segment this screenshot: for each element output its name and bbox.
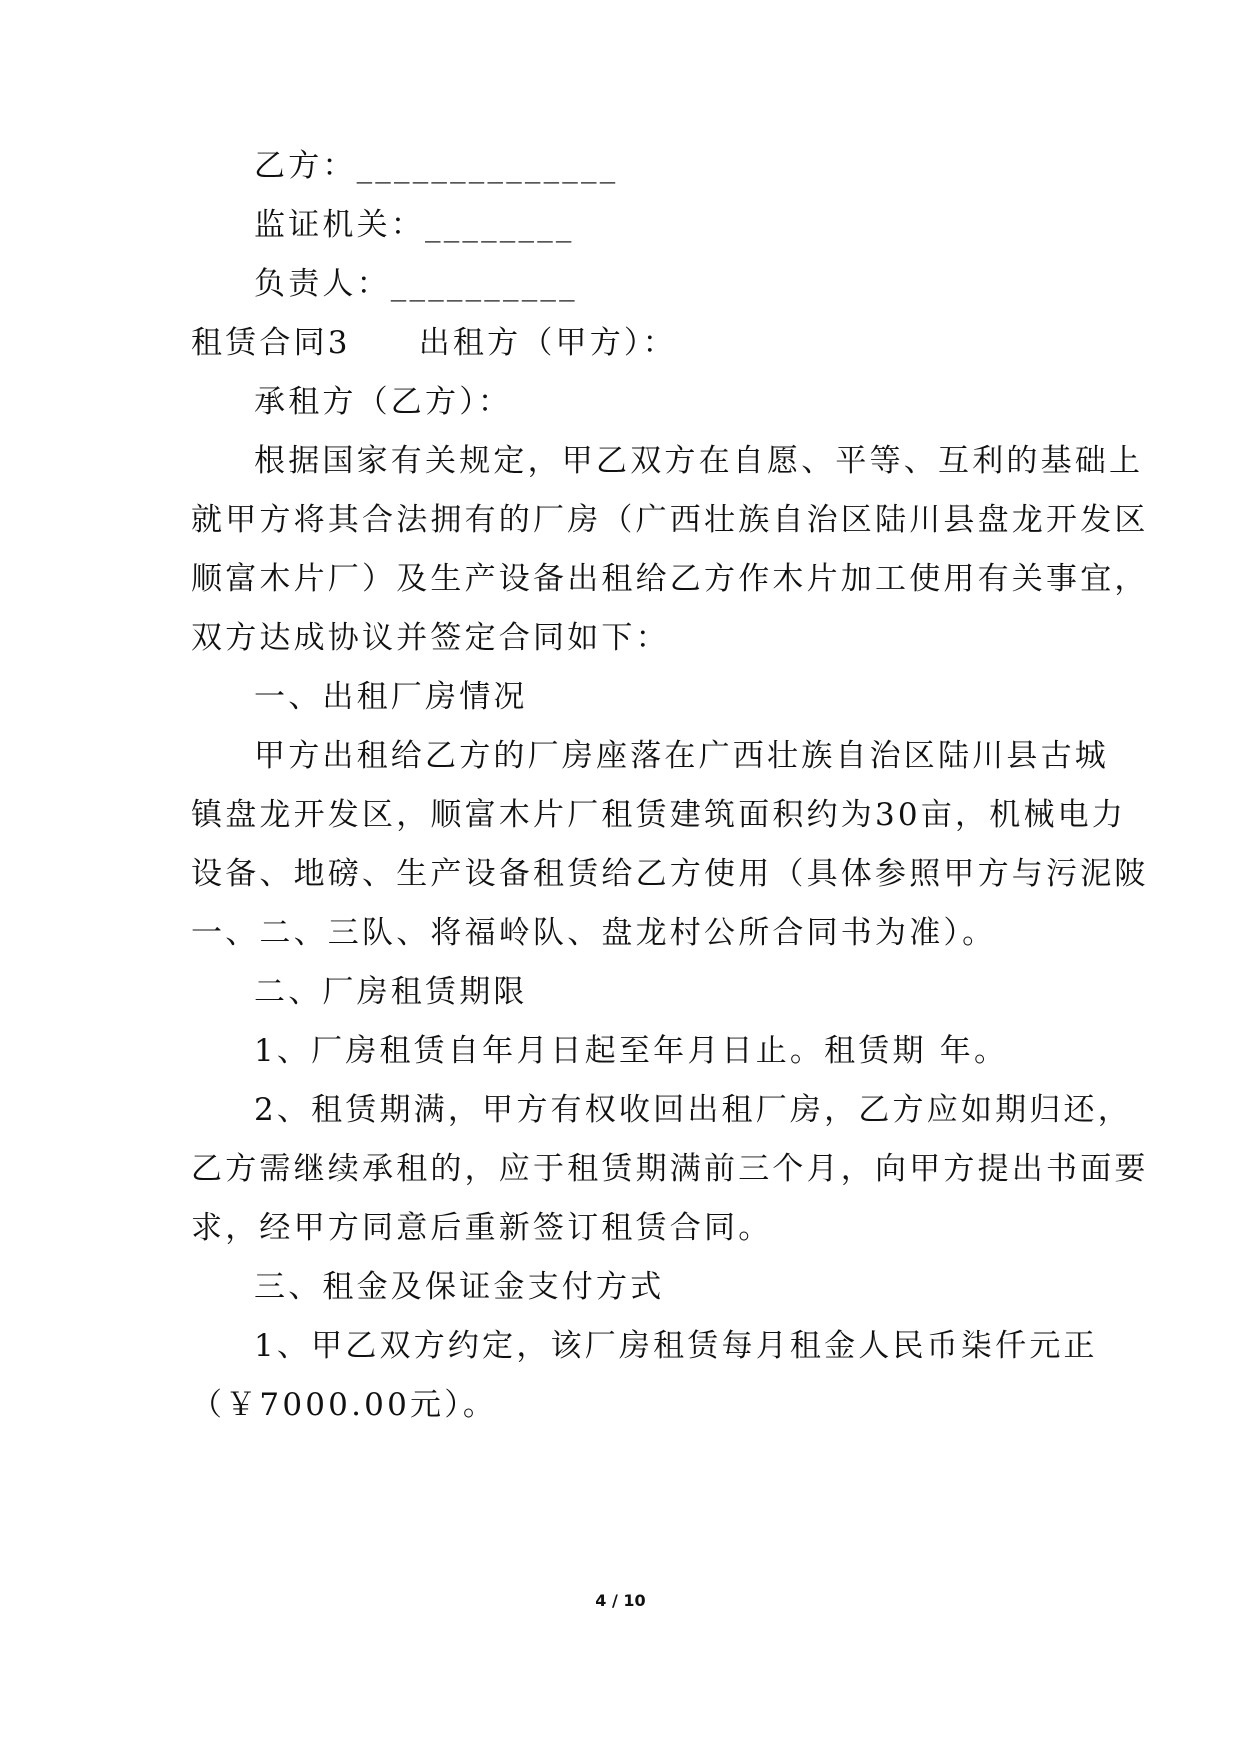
clause-line: 求，经甲方同意后重新签订租赁合同。 <box>191 1210 773 1246</box>
supervisor-signature-line: 监证机关：________ <box>254 207 575 243</box>
section-heading: 二、厂房租赁期限 <box>254 974 528 1010</box>
contract-heading <box>191 323 677 363</box>
clause-line: 2、租赁期满，甲方有权收回出租厂房，乙方应如期归还， <box>254 1092 1132 1128</box>
intro-paragraph-line: 双方达成协议并签定合同如下： <box>191 620 670 656</box>
intro-paragraph-line: 顺富木片厂）及生产设备出租给乙方作木片加工使用有关事宜， <box>191 561 1149 597</box>
section-heading: 三、租金及保证金支付方式 <box>254 1269 665 1305</box>
party-b-signature-line: 乙方：______________ <box>254 148 619 184</box>
contract-title: 租赁合同3 <box>191 325 351 361</box>
lessee-label: 承租方（乙方）： <box>254 384 513 420</box>
section-body-line: 一、二、三队、将福岭队、盘龙村公所合同书为准）。 <box>191 915 997 951</box>
section-heading: 一、出租厂房情况 <box>254 679 528 715</box>
section-body-line: 甲方出租给乙方的厂房座落在广西壮族自治区陆川县古城 <box>254 738 1109 774</box>
section-body-line: 镇盘龙开发区，顺富木片厂租赁建筑面积约为30亩，机械电力 <box>191 797 1127 833</box>
lessor-label: 出租方（甲方）： <box>418 325 677 361</box>
clause-line: （￥7000.00元）。 <box>191 1387 498 1423</box>
clause-line: 1、厂房租赁自年月日起至年月日止。租赁期 年。 <box>254 1033 1009 1069</box>
clause-line: 乙方需继续承租的，应于租赁期满前三个月，向甲方提出书面要 <box>191 1151 1149 1187</box>
responsible-person-signature-line: 负责人：__________ <box>254 266 578 302</box>
section-body-line: 设备、地磅、生产设备租赁给乙方使用（具体参照甲方与污泥陂 <box>191 856 1149 892</box>
intro-paragraph-line: 根据国家有关规定，甲乙双方在自愿、平等、互利的基础上 <box>254 443 1144 479</box>
page-number: 4 / 10 <box>595 1591 646 1610</box>
intro-paragraph-line: 就甲方将其合法拥有的厂房（广西壮族自治区陆川县盘龙开发区 <box>191 502 1149 538</box>
clause-line: 1、甲乙双方约定，该厂房租赁每月租金人民币柒仟元正 <box>254 1328 1098 1364</box>
